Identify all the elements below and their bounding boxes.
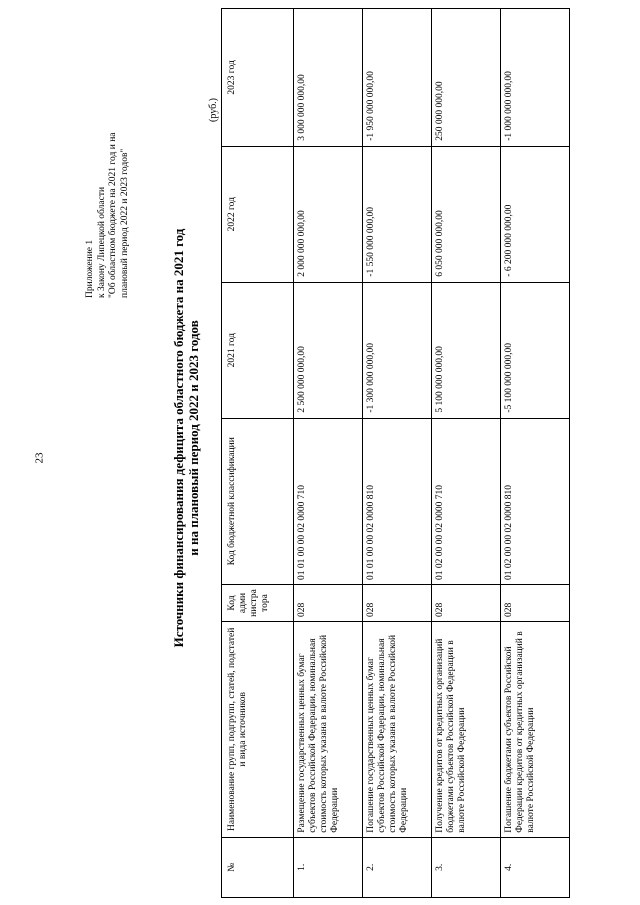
row-2023: -1 950 000 000,00: [363, 9, 432, 147]
row-admin-code: 028: [501, 585, 570, 622]
row-2021: 2 500 000 000,00: [294, 282, 363, 418]
table-row: [501, 9, 570, 898]
appendix-note: [85, 18, 131, 298]
row-2022: 2 000 000 000,00: [294, 146, 363, 282]
financing-sources-table: [221, 8, 570, 898]
header-name: Наименование групп, подгрупп, статей, подстатей и вида источников: [222, 621, 294, 837]
header-2022: 2022 год: [222, 146, 294, 282]
appendix-line: "Об областном бюджете на 2021 год и на: [108, 132, 118, 298]
table-row: [432, 9, 501, 898]
row-2023: 3 000 000 000,00: [294, 9, 363, 147]
title-line: и на плановый период 2022 и 2023 годов: [186, 320, 201, 556]
appendix-line: Приложение 1: [85, 239, 95, 298]
header-num: №: [222, 837, 294, 897]
title-line: Источники финансирования дефицита областного бюджета на 2021 год: [171, 228, 186, 648]
row-2023: -1 000 000 000,00: [501, 9, 570, 147]
row-num: 1.: [294, 837, 363, 897]
row-name: Размещение государственных ценных бумаг субъектов Российской Федерации, номинальная стоимость которых указана в валюте Российской Федерации: [294, 621, 363, 837]
row-2021: -5 100 000 000,00: [501, 282, 570, 418]
row-name: Погашение бюджетами субъектов Российской Федерации кредитов от кредитных организаций в валюте Российской Федерации: [501, 621, 570, 837]
row-num: 2.: [363, 837, 432, 897]
rotated-page-content: [1, 8, 621, 898]
header-admin-code: Код адми нистра тора: [222, 585, 294, 622]
row-2022: 6 050 000 000,00: [432, 146, 501, 282]
header-2023: 2023 год: [222, 9, 294, 147]
appendix-line: к Закону Липецкой области: [96, 186, 107, 298]
appendix-line: плановый период 2022 и 2023 годов": [119, 148, 130, 298]
table-row: [294, 9, 363, 898]
row-budget-code: 01 01 00 00 02 0000 710: [294, 418, 363, 584]
table-header-row: [222, 9, 294, 898]
row-2021: -1 300 000 000,00: [363, 282, 432, 418]
row-name: Погашение государственных ценных бумаг субъектов Российской Федерации, номинальная стоимость которых указана в валюте Российской Федерации: [363, 621, 432, 837]
header-budget-code: Код бюджетной классификации: [222, 418, 294, 584]
row-name: Получение кредитов от кредитных организаций бюджетами субъектов Российской Федерации в валюте Российской Федерации: [432, 621, 501, 837]
row-num: 3.: [432, 837, 501, 897]
row-budget-code: 01 02 00 00 02 0000 710: [432, 418, 501, 584]
table-row: [363, 9, 432, 898]
row-admin-code: 028: [432, 585, 501, 622]
row-admin-code: 028: [294, 585, 363, 622]
row-2022: -1 550 000 000,00: [363, 146, 432, 282]
row-2022: - 6 200 000 000,00: [501, 146, 570, 282]
row-num: 4.: [501, 837, 570, 897]
row-2023: 250 000 000,00: [432, 9, 501, 147]
row-budget-code: 01 02 00 00 02 0000 810: [501, 418, 570, 584]
page-number: 23: [33, 452, 46, 464]
row-budget-code: 01 01 00 00 02 0000 810: [363, 418, 432, 584]
row-2021: 5 100 000 000,00: [432, 282, 501, 418]
currency-unit: (руб.): [208, 98, 219, 122]
row-admin-code: 028: [363, 585, 432, 622]
header-2021: 2021 год: [222, 282, 294, 418]
document-title: [171, 138, 201, 738]
